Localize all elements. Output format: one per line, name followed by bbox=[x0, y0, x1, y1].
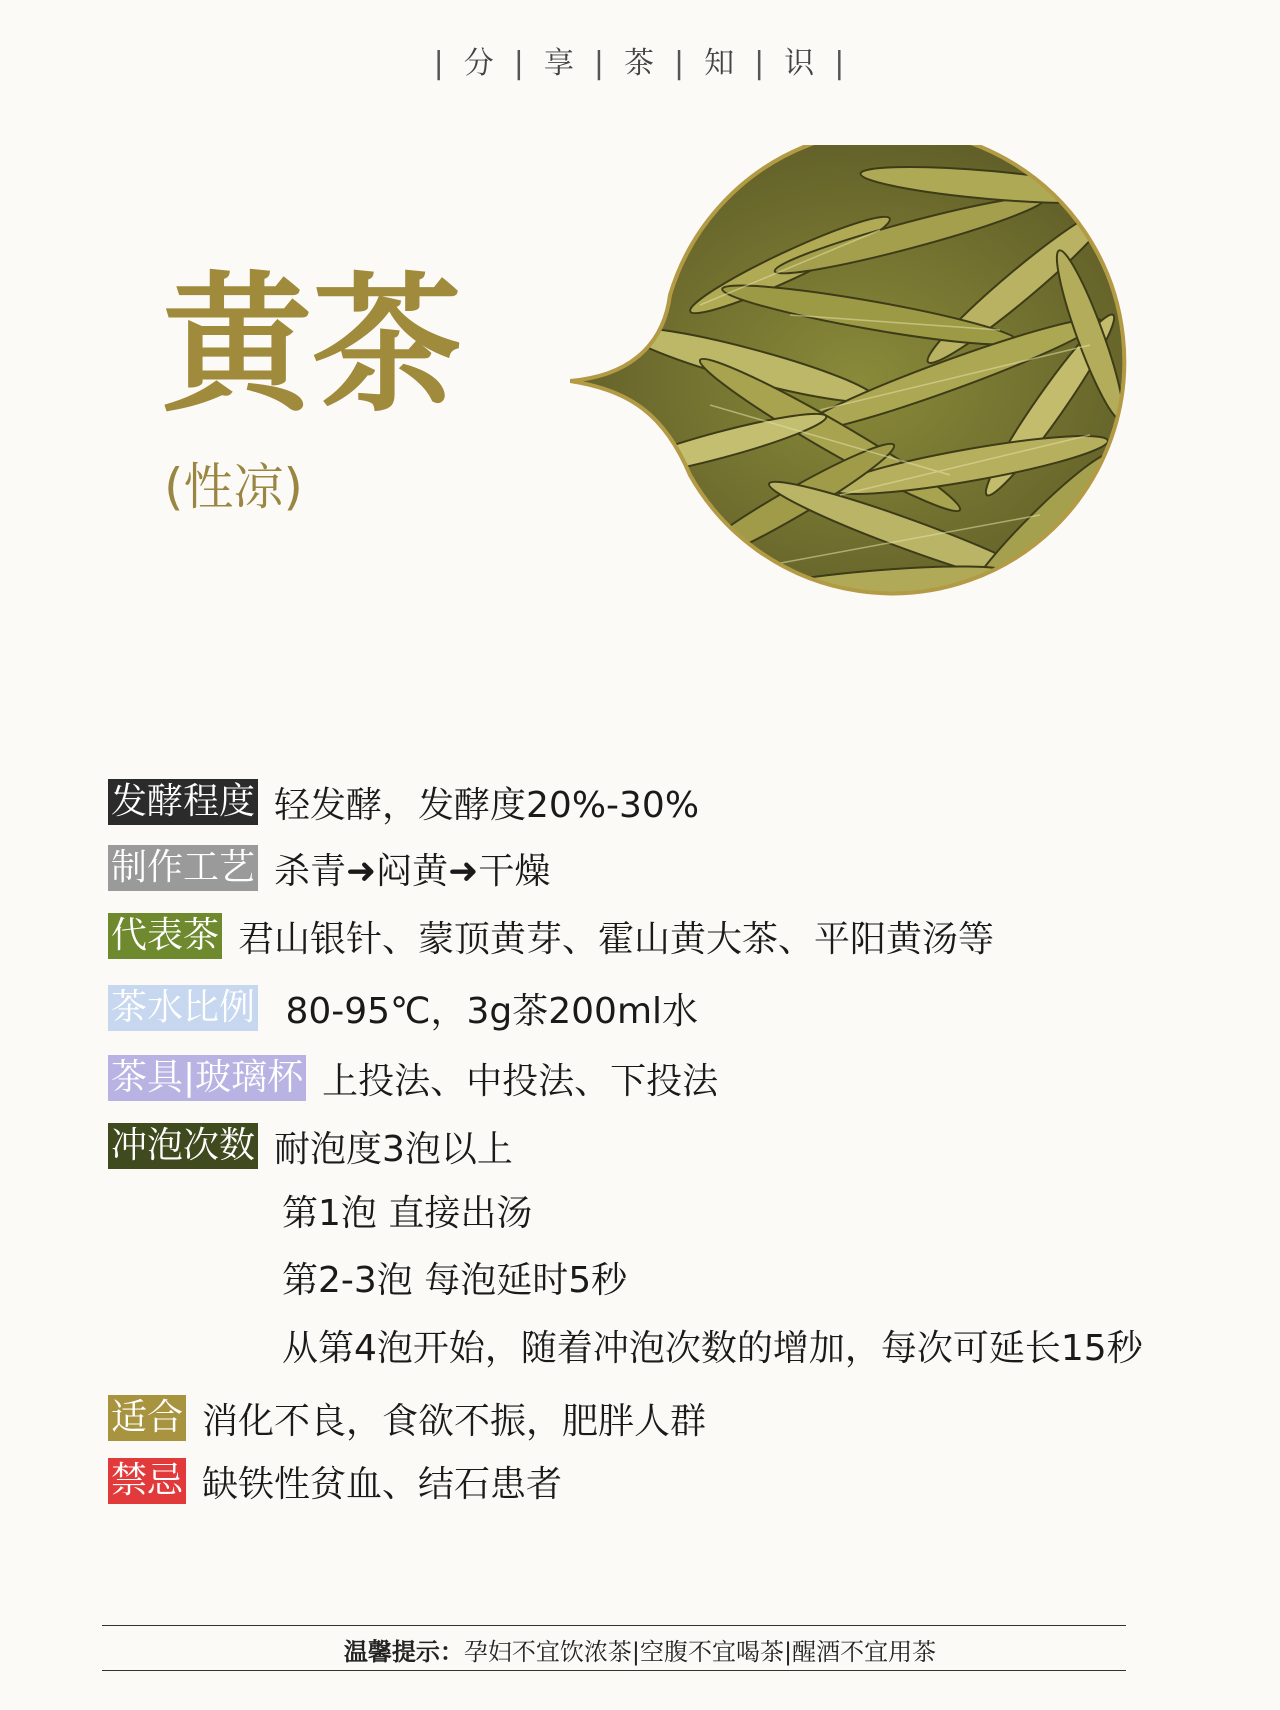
footer-tip-prefix: 温馨提示： bbox=[343, 1638, 464, 1666]
row-fermentation bbox=[108, 777, 699, 827]
label-ratio: 茶水比例 bbox=[108, 985, 258, 1031]
header-separator: | bbox=[433, 46, 446, 81]
brewing-step: 第2-3泡 每泡延时5秒 bbox=[282, 1260, 628, 1301]
page-title: 黄茶 bbox=[162, 257, 463, 433]
row-representative bbox=[108, 911, 994, 961]
header-char: 识 bbox=[784, 46, 817, 81]
footer-bottom-rule bbox=[102, 1670, 1126, 1671]
header-char: 享 bbox=[543, 46, 576, 81]
value-brewing: 耐泡度3泡以上 bbox=[274, 1128, 513, 1170]
value-ratio: 80-95℃，3g茶200ml水 bbox=[274, 990, 699, 1032]
value-representative: 君山银针、蒙顶黄芽、霍山黄大茶、平阳黄汤等 bbox=[238, 918, 995, 960]
tea-leaf-illustration bbox=[570, 145, 1150, 615]
label-brewing: 冲泡次数 bbox=[108, 1123, 258, 1169]
row-teaware bbox=[108, 1053, 718, 1103]
row-suitable bbox=[108, 1393, 706, 1443]
header-char: 知 bbox=[704, 46, 737, 81]
row-taboo bbox=[108, 1456, 562, 1506]
header-char: 分 bbox=[463, 46, 496, 81]
header-separator: | bbox=[754, 46, 767, 81]
brewing-step: 从第4泡开始，随着冲泡次数的增加，每次可延长15秒 bbox=[282, 1328, 1143, 1369]
row-process bbox=[108, 843, 550, 893]
header-separator: | bbox=[593, 46, 606, 81]
value-teaware: 上投法、中投法、下投法 bbox=[322, 1060, 719, 1102]
header-separator: | bbox=[834, 46, 847, 81]
footer-top-rule bbox=[102, 1625, 1126, 1626]
label-process: 制作工艺 bbox=[108, 845, 258, 891]
page-subtitle: (性凉) bbox=[164, 458, 304, 516]
footer-tip bbox=[0, 1632, 1280, 1667]
label-fermentation: 发酵程度 bbox=[108, 779, 258, 825]
row-ratio bbox=[108, 983, 698, 1033]
tea-leaf-image bbox=[570, 145, 1150, 615]
header-separator: | bbox=[674, 46, 687, 81]
label-suitable: 适合 bbox=[108, 1395, 186, 1441]
brewing-step: 第1泡 直接出汤 bbox=[282, 1193, 533, 1234]
label-taboo: 禁忌 bbox=[108, 1458, 186, 1504]
section-header bbox=[0, 38, 1280, 82]
value-suitable: 消化不良，食欲不振，肥胖人群 bbox=[202, 1400, 707, 1442]
header-separator: | bbox=[513, 46, 526, 81]
value-process: 杀青➜闷黄➜干燥 bbox=[274, 850, 551, 892]
row-brewing bbox=[108, 1121, 513, 1171]
label-representative: 代表茶 bbox=[108, 913, 222, 959]
footer-tip-text: 孕妇不宜饮浓茶|空腹不宜喝茶|醒酒不宜用茶 bbox=[463, 1638, 937, 1666]
value-fermentation: 轻发酵，发酵度20%-30% bbox=[274, 784, 700, 826]
value-taboo: 缺铁性贫血、结石患者 bbox=[202, 1463, 563, 1505]
label-teaware: 茶具|玻璃杯 bbox=[108, 1055, 306, 1101]
header-char: 茶 bbox=[624, 46, 656, 81]
